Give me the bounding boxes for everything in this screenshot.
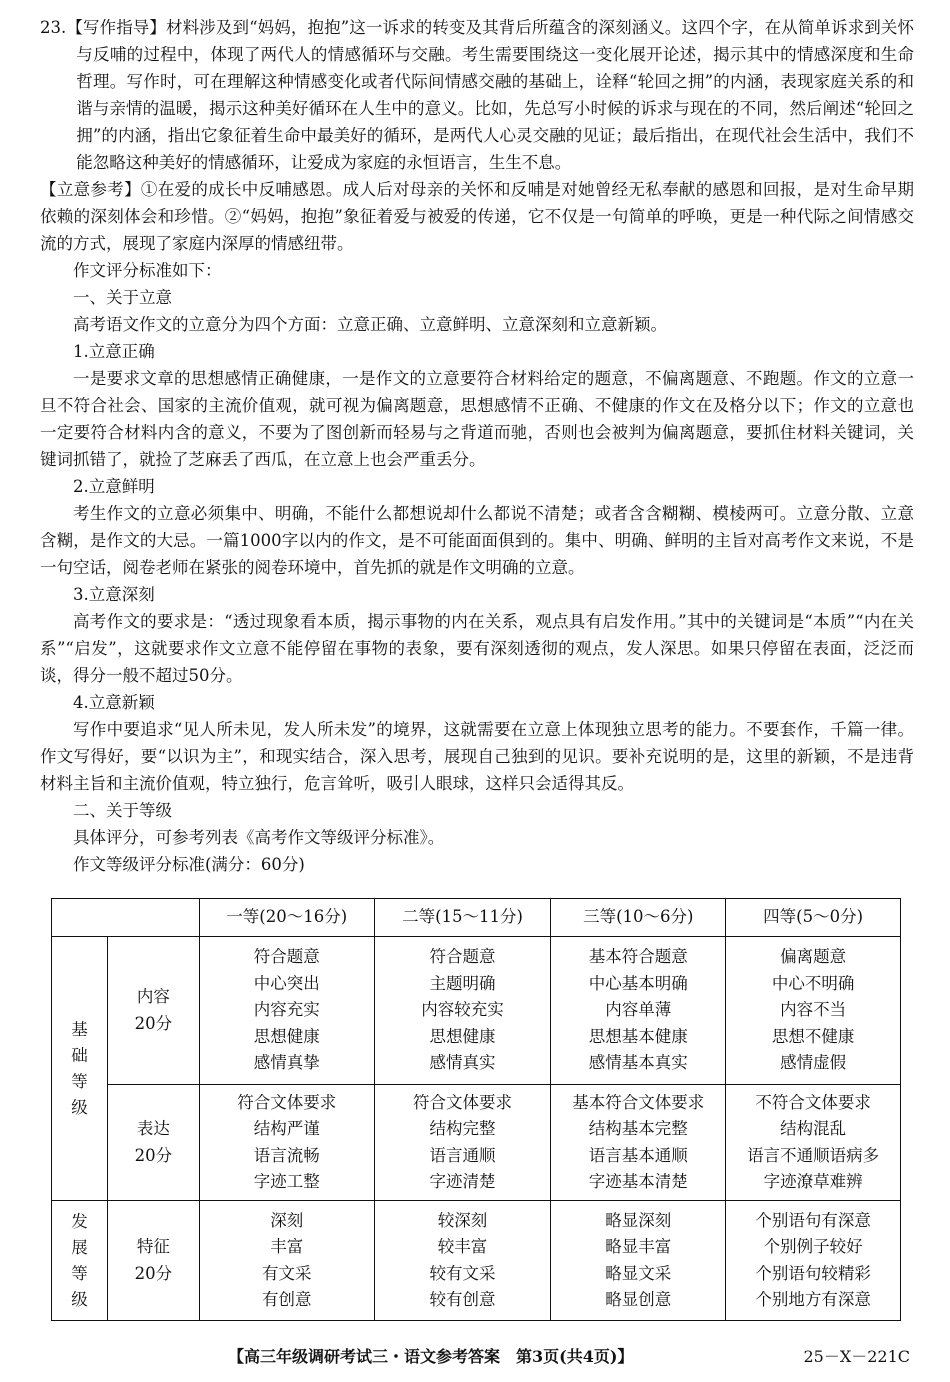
section-two-text: 具体评分，可参考列表《高考作文等级评分标准》。 <box>73 828 445 847</box>
table-row-content <box>52 937 901 1085</box>
writing-guidance: 23.【写作指导】材料涉及到“妈妈，抱抱”这一诉求的转变及其背后所蕴含的深刻涵义。这四个字，在从简单诉求到关怀与反哺的过程中，体现了两代人的情感循环与交融。考生需要围绕这一变化展开论述，揭示其中的情感深度和生命哲理。写作时，可在理解这种情感变化或者代际间情感交融的基础上，诠释“轮回之拥”的内涵，表现家庭关系的和谐与亲情的温暖，揭示这种美好循环在人生中的意义。比如，先总写小时候的诉求与现在的不同，然后阐述“轮回之拥”的内涵，指出它象征着生命中最美好的循环，是两代人心灵交融的见证；最后指出，在现代社会生活中，我们不能忽略这种美好的情感循环，让爱成为家庭的永恒语言，生生不息。 <box>40 18 914 172</box>
paragraph-novel: 写作中要追求“见人所未见，发人所未发”的境界，这就需要在立意上体现独立思考的能力。不要套作，千篇一律。作文写得好，要“以识为主”，和现实结合，深入思考，展现自己独到的见识。要补充说明的是，这里的新颖，不是违背材料主旨和主流价值观，特立独行，危言耸听，吸引人眼球，这样只会适得其反。 <box>40 720 914 793</box>
features-grade-1: 深刻 丰富 有文采 有创意 <box>199 1201 374 1321</box>
row-label-features: 特征 20分 <box>107 1201 199 1321</box>
paragraph-deep: 高考作文的要求是：“透过现象看本质，揭示事物的内在关系，观点具有启发作用。”其中的关键词是“本质”“内在关系”“启发”，这就要求作文立意不能停留在事物的表象，要有深刻透彻的观点，发人深思。如果只停留在表面，泛泛而谈，得分一般不超过50分。 <box>40 612 914 685</box>
header-grade-3: 三等(10～6分) <box>551 899 726 937</box>
row-label-content: 内容 20分 <box>107 937 199 1085</box>
expression-grade-1: 符合文体要求 结构严谨 语言流畅 字迹工整 <box>199 1085 374 1201</box>
header-grade-2: 二等(15～11分) <box>374 899 551 937</box>
header-grade-1: 一等(20～16分) <box>199 899 374 937</box>
table-row-expression <box>52 1085 901 1201</box>
footer-title: 【高三年级调研考试三・语文参考答案 第3页(共4页)】 <box>228 1347 634 1366</box>
expression-grade-3: 基本符合文体要求 结构基本完整 语言基本通顺 字迹基本清楚 <box>551 1085 726 1201</box>
table-header-row <box>52 899 901 937</box>
expression-grade-2: 符合文体要求 结构完整 语言通顺 字迹清楚 <box>374 1085 551 1201</box>
subheading-novel: 4.立意新颖 <box>73 693 155 712</box>
features-grade-4: 个别语句有深意 个别例子较好 个别语句较精彩 个别地方有深意 <box>726 1201 901 1321</box>
subheading-clear: 2.立意鲜明 <box>73 477 155 496</box>
paragraph-clear: 考生作文的立意必须集中、明确，不能什么都想说却什么都说不清楚；或者含含糊糊、模棱两可。立意分散、立意含糊，是作文的大忌。一篇1000字以内的作文，是不可能面面俱到的。集中、明确、鲜明的主旨对高考作文来说，不是一句空话，阅卷老师在紧张的阅卷环境中，首先抓的就是作文明确的立意。 <box>40 504 914 577</box>
section-two-heading: 二、关于等级 <box>73 801 172 820</box>
footer-code: 25－X－221C <box>803 1347 910 1366</box>
content-grade-2: 符合题意 主题明确 内容较充实 思想健康 感情真实 <box>374 937 551 1085</box>
table-row-features <box>52 1201 901 1321</box>
subheading-deep: 3.立意深刻 <box>73 585 155 604</box>
section-one-heading: 一、关于立意 <box>73 288 172 307</box>
scoring-intro: 作文评分标准如下： <box>73 261 222 280</box>
features-grade-3: 略显深刻 略显丰富 略显文采 略显创意 <box>551 1201 726 1321</box>
content-grade-4: 偏离题意 中心不明确 内容不当 思想不健康 感情虚假 <box>726 937 901 1085</box>
group-basic-level: 基 础 等 级 <box>52 937 108 1201</box>
group-development-level: 发 展 等 级 <box>52 1201 108 1321</box>
paragraph-correct: 一是要求文章的思想感情正确健康，一是作文的立意要符合材料给定的题意，不偏离题意、不跑题。作文的立意一旦不符合社会、国家的主流价值观，就可视为偏离题意，思想感情不正确、不健康的作文在及格分以下；作文的立意也一定要符合材料内含的意义，不要为了图创新而轻易与之背道而驰，否则也会被判为偏离题意，要抓住材料关键词，关键词抓错了，就捡了芝麻丢了西瓜，在立意上也会严重丢分。 <box>40 369 914 469</box>
table-caption: 作文等级评分标准(满分：60分) <box>73 855 305 874</box>
header-grade-4: 四等(5～0分) <box>726 899 901 937</box>
expression-grade-4: 不符合文体要求 结构混乱 语言不通顺语病多 字迹潦草难辨 <box>726 1085 901 1201</box>
features-grade-2: 较深刻 较丰富 较有文采 较有创意 <box>374 1201 551 1321</box>
subheading-correct: 1.立意正确 <box>73 342 155 361</box>
theme-reference: 【立意参考】①在爱的成长中反哺感恩。成人后对母亲的关怀和反哺是对她曾经无私奉献的感恩和回报，是对生命早期依赖的深刻体会和珍惜。②“妈妈，抱抱”象征着爱与被爱的传递，它不仅是一句简单的呼唤，更是一种代际之间情感交流的方式，展现了家庭内深厚的情感纽带。 <box>40 180 914 253</box>
content-grade-3: 基本符合题意 中心基本明确 内容单薄 思想基本健康 感情基本真实 <box>551 937 726 1085</box>
row-label-expression: 表达 20分 <box>107 1085 199 1201</box>
content-grade-1: 符合题意 中心突出 内容充实 思想健康 感情真挚 <box>199 937 374 1085</box>
table-corner-cell <box>52 899 200 937</box>
section-one-text: 高考语文作文的立意分为四个方面：立意正确、立意鲜明、立意深刻和立意新颖。 <box>73 315 667 334</box>
grading-table <box>51 898 901 1321</box>
question-23-block <box>40 14 914 878</box>
